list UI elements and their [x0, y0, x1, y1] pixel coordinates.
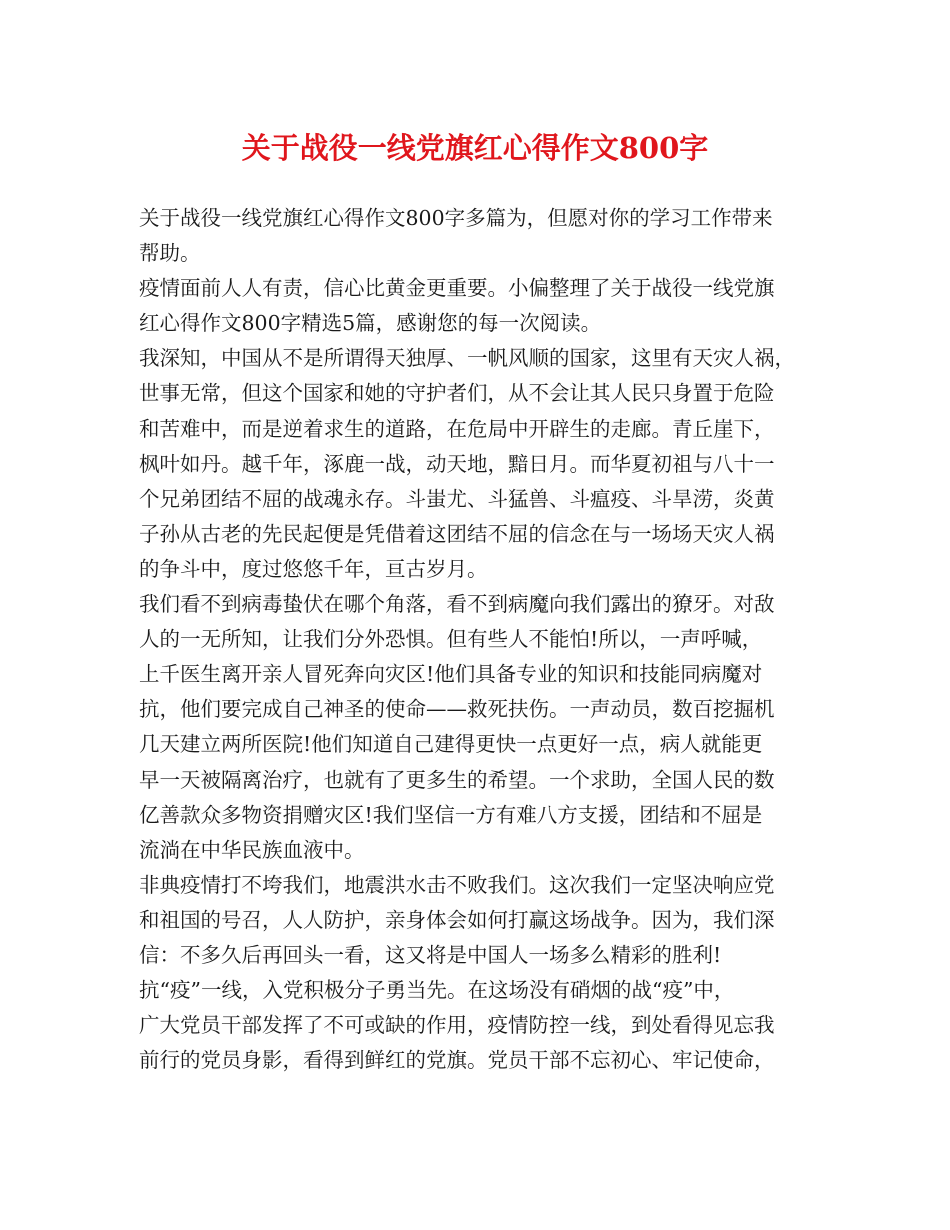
document-title: 关于战役一线党旗红心得作文800字 [241, 131, 709, 165]
text-line: 抗，他们要完成自己神圣的使命——救死扶伤。一声动员，数百挖掘机 [139, 697, 775, 722]
text-line: 亿善款众多物资捐赠灾区!我们坚信一方有难八方支援，团结和不屈是 [139, 802, 763, 827]
text-line: 人的一无所知，让我们分外恐惧。但有些人不能怕!所以，一声呼喊， [139, 627, 763, 652]
text-line: 几天建立两所医院!他们知道自己建得更快一点更好一点，病人就能更 [139, 732, 763, 757]
text-line: 子孙从古老的先民起便是凭借着这团结不屈的信念在与一场场天灾人祸 [139, 521, 775, 546]
text-line: 红心得作文800字精选5篇，感谢您的每一次阅读。 [139, 311, 602, 336]
text-line: 非典疫情打不垮我们，地震洪水击不败我们。这次我们一定坚决响应党 [139, 872, 775, 897]
text-line: 我深知，中国从不是所谓得天独厚、一帆风顺的国家，这里有天灾人祸， [139, 346, 795, 371]
text-line: 关于战役一线党旗红心得作文800字多篇为，但愿对你的学习工作带来 [139, 206, 773, 230]
text-line: 早一天被隔离治疗，也就有了更多生的希望。一个求助，全国人民的数 [139, 767, 775, 792]
text-line: 和苦难中，而是逆着求生的道路，在危局中开辟生的走廊。青丘崖下， [139, 416, 775, 441]
text-line: 个兄弟团结不屈的战魂永存。斗蚩尤、斗猛兽、斗瘟疫、斗旱涝，炎黄 [139, 486, 775, 511]
text-line: 枫叶如丹。越千年，涿鹿一战，动天地，黯日月。而华夏初祖与八十一 [139, 451, 775, 476]
text-line: 的争斗中，度过悠悠千年，亘古岁月。 [139, 556, 488, 581]
text-line: 上千医生离开亲人冒死奔向灾区!他们具备专业的知识和技能同病魔对 [139, 662, 763, 687]
text-line: 我们看不到病毒蛰伏在哪个角落，看不到病魔向我们露出的獠牙。对敌 [139, 592, 775, 617]
document-body [139, 201, 819, 1078]
text-line: 帮助。 [139, 241, 201, 266]
text-line: 广大党员干部发挥了不可或缺的作用，疫情防控一线，到处看得见忘我 [139, 1013, 775, 1038]
text-line: 疫情面前人人有责，信心比黄金更重要。小偏整理了关于战役一线党旗 [139, 276, 775, 301]
text-line: 流淌在中华民族血液中。 [139, 837, 365, 862]
text-line: 信：不多久后再回头一看，这又将是中国人一场多么精彩的胜利! [139, 942, 722, 967]
text-line: 前行的党员身影，看得到鲜红的党旗。党员干部不忘初心、牢记使命， [139, 1048, 775, 1073]
text-line: 世事无常，但这个国家和她的守护者们，从不会让其人民只身置于危险 [139, 381, 775, 406]
text-line: 抗“疫”一线，入党积极分子勇当先。在这场没有硝烟的战“疫”中， [139, 978, 735, 1003]
text-line: 和祖国的号召，人人防护，亲身体会如何打赢这场战争。因为，我们深 [139, 907, 775, 932]
